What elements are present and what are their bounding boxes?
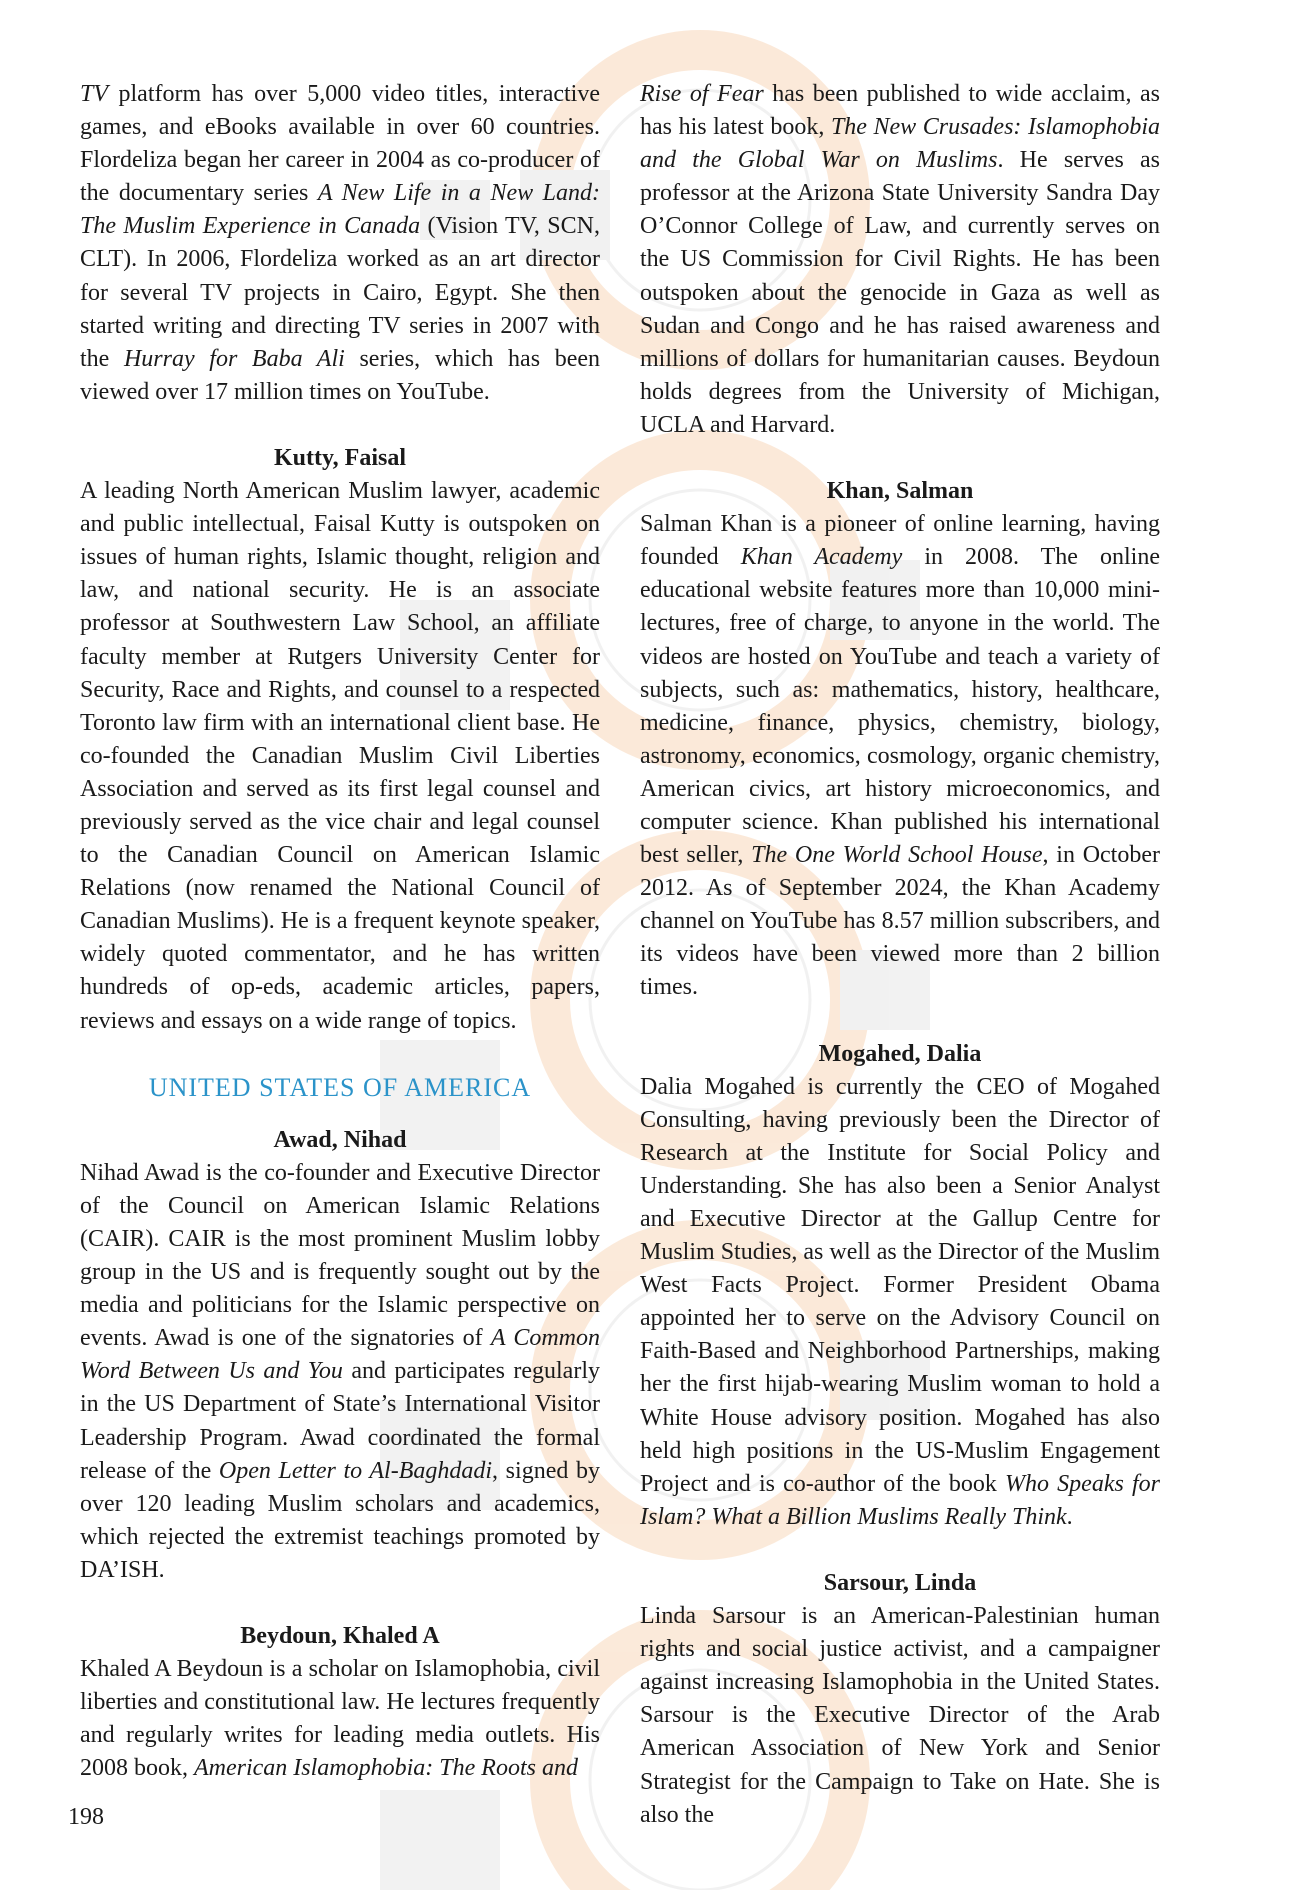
entry-name-khan: Khan, Salman [826, 478, 974, 505]
italic-title: A New Life in a New Land: The Muslim Experience in Canada [80, 180, 601, 240]
italic-title: Rise of Fear [640, 81, 764, 107]
text-run: (Vision TV, SCN, CLT). In 2006, Flordeliza worked as an art director for several TV projects in Cairo, Egypt. She then started writing and directing TV series in 2007 with the [80, 213, 600, 372]
text-run: Dalia Mogahed is currently the CEO of Mogahed Consulting, having previously been the Director of Research at the Institute for Social Policy and Understanding. She has also been a Senior Analyst and Executive Director at the Gallup Centre for Muslim Studies, as well as the Director of the Muslim West Facts Project. Former President Obama appointed her to serve on the Advisory Council on Faith-Based and Neighborhood Partnerships, making her the first hijab-wearing Muslim woman to hold a White House advisory position. Mogahed has also held high positions in the US-Muslim Engagement Project and is co-author of the book [640, 1073, 1160, 1497]
entry-bio-sarsour: Linda Sarsour is an American-Palestinian human rights and social justice activist, and a campaigner against increasing Islamophobia in the United States. Sarsour is the Executive Director of the Arab American Association of New York and Senior Strategist for the Campaign to Take on Hate. She is also the [640, 1603, 1160, 1828]
text-run: . [1066, 1503, 1073, 1530]
entry-bio-khan [640, 508, 1160, 1004]
italic-title: The One World School House [751, 842, 1043, 869]
text-run: has been published to wide acclaim, as has his latest book, [640, 81, 1161, 141]
text-run: , in October 2012. As of September 2024, the Khan Academy channel on YouTube has 8.57 million subscribers, and its videos have been viewed more than 2 billion times. [640, 842, 1160, 1001]
entry-bio-kutty: A leading North American Muslim lawyer, academic and public intellectual, Faisal Kutty is outspoken on issues of human rights, Islamic thought, religion and law, and national security. He is an associate professor at Southwestern Law School, an affiliate faculty member at Rutgers University Center for Security, Race and Rights, and counsel to a respected Toronto law firm with an international client base. He co-founded the Canadian Muslim Civil Liberties Association and served as its first legal counsel and previously served as the vice chair and legal counsel to the Canadian Council on American Islamic Relations (now renamed the National Council of Canadian Muslims). He is a frequent keynote speaker, widely quoted commentator, and he has written hundreds of op-eds, academic articles, papers, reviews and essays on a wide range of topics. [80, 478, 600, 1034]
italic-title: Hurray for Baba Ali [123, 345, 345, 372]
text-run: platform has over 5,000 video titles, interactive games, and eBooks available in over 60 countries. Flordeliza began her career in 2004 as co-producer of the documentary series [80, 81, 600, 207]
intro-paragraph [80, 78, 600, 409]
section-heading-usa: UNITED STATES OF AMERICA [148, 1072, 532, 1102]
italic-title: TV [80, 81, 109, 107]
entry-bio-beydoun-continued [640, 78, 1160, 442]
entry-bio-beydoun [80, 1653, 600, 1785]
entry-name-mogahed: Mogahed, Dalia [818, 1040, 982, 1067]
italic-title: The New Crusades: Islamophobia and the Global War on Muslims [640, 114, 1160, 174]
text-run: Nihad Awad is the co-founder and Executive Director of the Council on American Islamic Relations (CAIR). CAIR is the most prominent Muslim lobby group in the US and is frequently sought out by the media and politicians for the Islamic perspective on events. Awad is one of the signatories of [80, 1159, 600, 1352]
text-run: series, which has been viewed over 17 million times on YouTube. [80, 345, 600, 405]
entry-name-beydoun: Beydoun, Khaled A [240, 1623, 440, 1650]
italic-title: A Common Word Between Us and You [80, 1325, 601, 1385]
italic-title: Open Letter to Al-Baghdadi [218, 1457, 493, 1484]
text-run: . He serves as professor at the Arizona State University Sandra Day O’Connor College of Law, and currently serves on the US Commission for Civil Rights. He has been outspoken about the genocide in Gaza as well as Sudan and Congo and he has raised awareness and millions of dollars for humanitarian causes. Beydoun holds degrees from the University of Michigan, UCLA and Harvard. [640, 147, 1160, 438]
italic-title: Khan Academy [740, 544, 903, 571]
left-column [80, 78, 600, 1786]
entry-name-sarsour: Sarsour, Linda [823, 1569, 977, 1596]
entry-name-awad: Awad, Nihad [273, 1126, 407, 1153]
text-run: in 2008. The online educational website features more than 10,000 mini-lectures, free of charge, to anyone in the world. The videos are hosted on YouTube and teach a variety of subjects, such as: mathematics, history, healthcare, medicine, finance, physics, chemistry, biology, astronomy, economics, cosmology, organic chemistry, American civics, art history microeconomics, and computer science. Khan published his international best seller, [640, 544, 1160, 869]
entry-bio-awad [80, 1157, 600, 1587]
entry-bio-mogahed [640, 1071, 1160, 1534]
text-run: and participates regularly in the US Department of State’s International Visitor Leadership Program. Awad coordinated the formal release of the [80, 1358, 600, 1484]
right-column [640, 78, 1160, 1832]
entry-name-kutty: Kutty, Faisal [273, 444, 406, 471]
text-run: Khaled A Beydoun is a scholar on Islamophobia, civil liberties and constitutional law. He lectures frequently and regularly writes for leading media outlets. His 2008 book, [80, 1656, 600, 1782]
italic-title: Who Speaks for Islam? What a Billion Muslims Really Think [640, 1470, 1160, 1530]
text-run: , signed by over 120 leading Muslim scholars and academics, which rejected the extremist teachings promoted by DA’ISH. [80, 1457, 600, 1583]
italic-title: American Islamophobia: The Roots and [194, 1755, 578, 1782]
page-number: 198 [68, 1804, 104, 1830]
text-run: Salman Khan is a pioneer of online learning, having founded [640, 511, 1160, 571]
